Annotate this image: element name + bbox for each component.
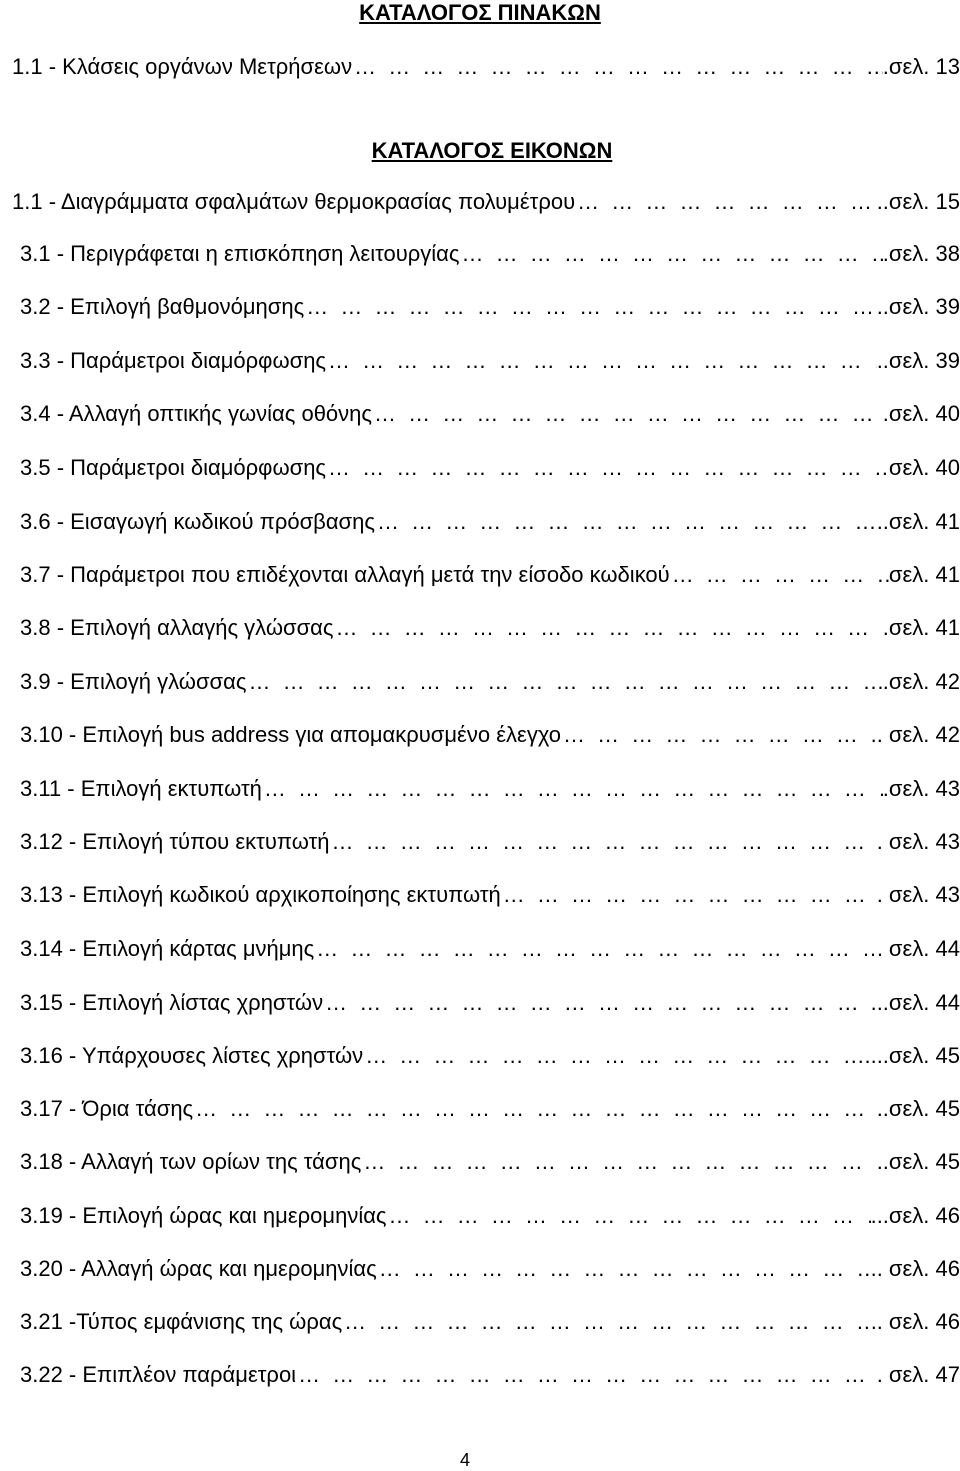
entry-page-ref: ..σελ. 45 (876, 1096, 960, 1121)
entry-title: 3.9 - Επιλογή γλώσσας (20, 669, 247, 694)
entry-page-ref: .σελ. 43 (882, 776, 960, 801)
dot-leader (296, 1362, 877, 1388)
entry-title: 3.7 - Παράμετροι που επιδέχονται αλλαγή μετά την είσοδο κωδικού (20, 562, 670, 587)
entry-page-ref: .σελ. 40 (882, 401, 960, 426)
entry-title: 3.20 - Αλλαγή ώρας και ημερομηνίας (20, 1256, 377, 1281)
entry-page-ref: .. σελ. 46 (870, 1256, 960, 1281)
entry-page-ref: . σελ. 47 (876, 1362, 960, 1387)
dot-leader (460, 241, 883, 267)
entry-title: 3.18 - Αλλαγή των ορίων της τάσης (20, 1149, 362, 1174)
entry-title: 3.1 - Περιγράφεται η επισκόπηση λειτουργίας (20, 241, 460, 266)
list-item (20, 722, 960, 748)
entry-title: 3.11 - Επιλογή εκτυπωτή (20, 776, 262, 801)
entry-page-ref: ...σελ. 44 (870, 990, 960, 1015)
entry-title: 3.12 - Επιλογή τύπου εκτυπωτή (20, 829, 330, 854)
list-item (20, 348, 960, 374)
list-item (20, 562, 960, 588)
list-item (20, 1309, 960, 1335)
list-item (12, 189, 960, 215)
entry-page-ref: σελ. 41 (888, 562, 960, 587)
dot-leader (262, 776, 883, 802)
list-item (20, 990, 960, 1016)
dot-leader (314, 936, 889, 962)
list-item (20, 1096, 960, 1122)
list-item (20, 241, 960, 267)
dot-leader (342, 1309, 877, 1335)
list-item (20, 829, 960, 855)
entry-title: 3.17 - Όρια τάσης (20, 1096, 194, 1121)
entry-page-ref: ..σελ. 39 (876, 294, 960, 319)
entry-title: 3.19 - Επιλογή ώρας και ημερομηνίας (20, 1203, 387, 1228)
dot-leader (575, 189, 877, 215)
entry-page-ref: ....σελ. 45 (864, 1043, 960, 1068)
list-item (20, 669, 960, 695)
dot-leader (326, 348, 877, 374)
entry-title: 3.16 - Υπάρχουσες λίστες χρηστών (20, 1043, 364, 1068)
list-item (20, 294, 960, 320)
page-number: 4 (459, 1450, 470, 1470)
dot-leader (193, 1096, 877, 1122)
list-item (20, 401, 960, 427)
dot-leader (304, 294, 876, 320)
list-item (20, 1043, 960, 1069)
entry-page-ref: ...σελ. 46 (870, 1203, 960, 1228)
entry-page-ref: ..σελ. 41 (876, 509, 960, 534)
entry-title: 3.21 -Τύπος εμφάνισης της ώρας (20, 1309, 343, 1334)
entry-page-ref: .σελ. 42 (882, 669, 960, 694)
entry-title: 3.10 - Επιλογή bus address για απομακρυσμένο έλεγχο (20, 722, 562, 747)
list-item (20, 1256, 960, 1282)
entry-title: 3.22 - Επιπλέον παράμετροι (20, 1362, 297, 1387)
list-item (20, 615, 960, 641)
list-item (20, 776, 960, 802)
dot-leader (334, 615, 883, 641)
entry-title: 3.4 - Αλλαγή οπτικής γωνίας οθόνης (20, 401, 372, 426)
dot-leader (387, 1203, 871, 1229)
entry-page-ref: ..σελ. 45 (876, 1149, 960, 1174)
dot-leader (326, 455, 889, 481)
list-item (20, 455, 960, 481)
dot-leader (670, 562, 889, 588)
entry-page-ref: ..σελ. 15 (876, 189, 960, 214)
dot-leader (361, 1149, 876, 1175)
entry-page-ref: σελ. 40 (888, 455, 960, 480)
tables-list-heading: ΚΑΤΑΛΟΓΟΣ ΠΙΝΑΚΩΝ (359, 0, 601, 25)
dot-leader (377, 1256, 871, 1282)
entry-page-ref: .σελ. 38 (882, 241, 960, 266)
dot-leader (375, 509, 877, 535)
entry-title: 3.15 - Επιλογή λίστας χρηστών (20, 990, 324, 1015)
entry-title: 3.13 - Επιλογή κωδικού αρχικοποίησης εκτυπωτή (20, 882, 501, 907)
dot-leader (561, 722, 871, 748)
entry-page-ref: .σελ. 13 (882, 54, 960, 79)
entry-title: 1.1 - Διαγράμματα σφαλμάτων θερμοκρασίας πολυμέτρου (12, 189, 576, 214)
entry-title: 3.6 - Εισαγωγή κωδικού πρόσβασης (20, 509, 375, 534)
list-item (20, 1203, 960, 1229)
entry-title: 1.1 - Κλάσεις οργάνων Μετρήσεων (12, 54, 353, 79)
dot-leader (323, 990, 871, 1016)
dot-leader (501, 882, 877, 908)
dot-leader (352, 54, 883, 80)
entry-page-ref: . σελ. 46 (876, 1309, 960, 1334)
dot-leader (246, 669, 882, 695)
images-list-heading: ΚΑΤΑΛΟΓΟΣ ΕΙΚΟΝΩΝ (371, 138, 613, 163)
list-item (20, 1149, 960, 1175)
entry-title: 3.3 - Παράμετροι διαμόρφωσης (20, 348, 327, 373)
list-item (12, 54, 960, 80)
entry-page-ref: . σελ. 43 (876, 829, 960, 854)
dot-leader (372, 401, 883, 427)
entry-page-ref: .. σελ. 42 (870, 722, 960, 747)
entry-title: 3.14 - Επιλογή κάρτας μνήμης (20, 936, 315, 961)
list-item (20, 1362, 960, 1388)
entry-title: 3.5 - Παράμετροι διαμόρφωσης (20, 455, 327, 480)
entry-page-ref: ..σελ. 39 (876, 348, 960, 373)
entry-title: 3.2 - Επιλογή βαθμονόμησης (20, 294, 305, 319)
entry-page-ref: . σελ. 43 (876, 882, 960, 907)
list-item (20, 882, 960, 908)
list-item (20, 509, 960, 535)
entry-title: 3.8 - Επιλογή αλλαγής γλώσσας (20, 615, 334, 640)
entry-page-ref: σελ. 44 (888, 936, 960, 961)
dot-leader (330, 829, 877, 855)
list-item (20, 936, 960, 962)
dot-leader (363, 1043, 864, 1069)
entry-page-ref: .σελ. 41 (882, 615, 960, 640)
